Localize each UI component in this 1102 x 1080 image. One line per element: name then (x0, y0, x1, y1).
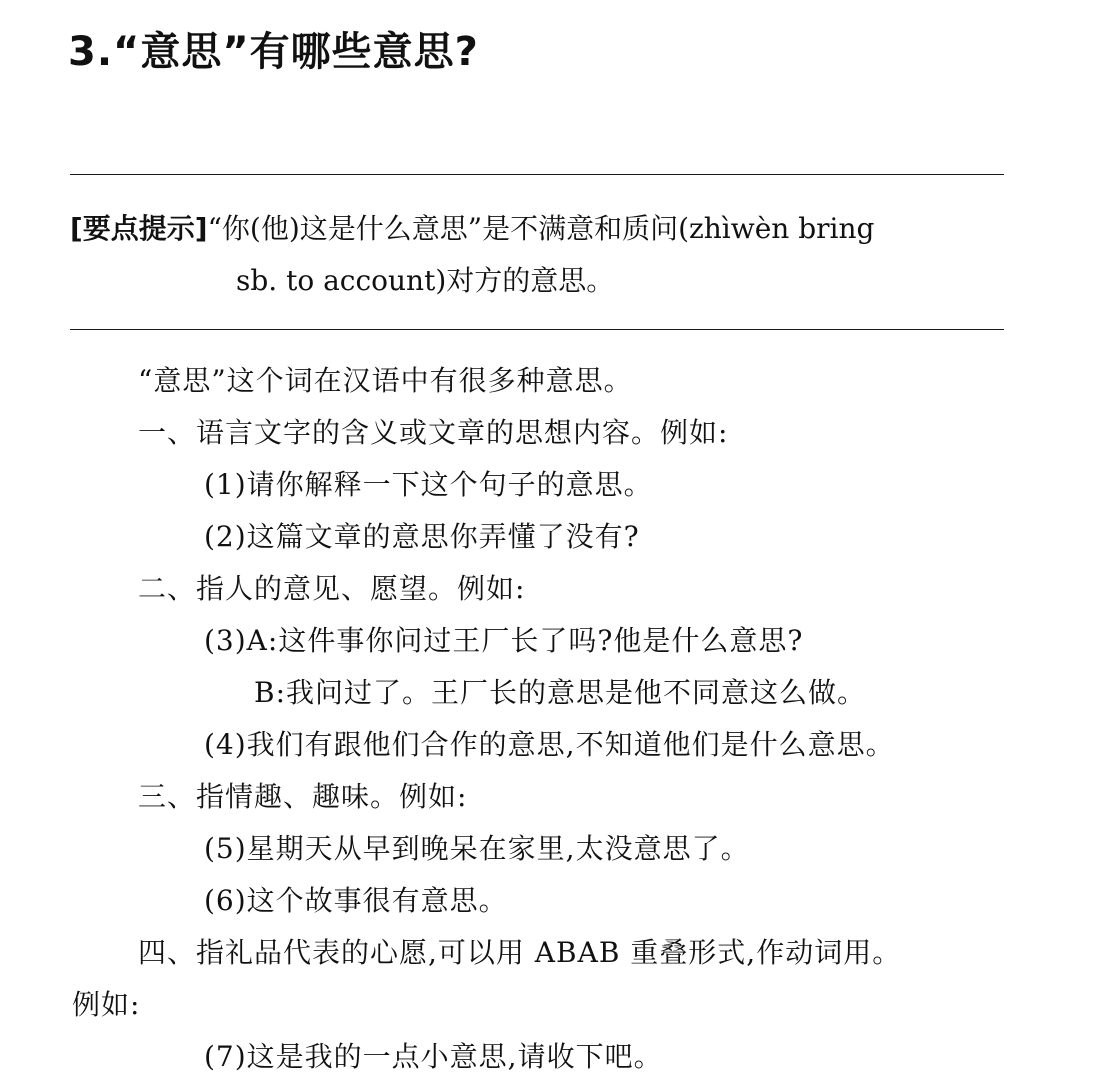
example-2: (2)这篇文章的意思你弄懂了没有? (204, 520, 640, 553)
example-1: (1)请你解释一下这个句子的意思。 (204, 468, 653, 501)
example-3b: B:我问过了。王厂长的意思是他不同意这么做。 (254, 676, 867, 709)
divider-top (70, 174, 1004, 175)
hint-text-line2: sb. to account)对方的意思。 (236, 264, 615, 297)
section-heading-1: 一、语言文字的含义或文章的思想内容。例如: (138, 416, 729, 449)
divider-bottom (70, 329, 1004, 330)
example-5: (5)星期天从早到晚呆在家里,太没意思了。 (204, 832, 750, 865)
page-title: 3.“意思”有哪些意思? (68, 29, 479, 75)
example-3a: (3)A:这件事你问过王厂长了吗?他是什么意思? (204, 624, 804, 657)
example-6: (6)这个故事很有意思。 (204, 884, 508, 917)
example-7: (7)这是我的一点小意思,请收下吧。 (204, 1040, 663, 1073)
hint-text-line1: “你(他)这是什么意思”是不满意和质问(zhìwèn bring (207, 212, 875, 245)
section-heading-4-cont: 例如: (72, 988, 141, 1021)
section-heading-3: 三、指情趣、趣味。例如: (138, 780, 468, 813)
section-heading-2: 二、指人的意见、愿望。例如: (138, 572, 526, 605)
section-heading-4: 四、指礼品代表的心愿,可以用 ABAB 重叠形式,作动词用。 (138, 936, 902, 969)
example-4: (4)我们有跟他们合作的意思,不知道他们是什么意思。 (204, 728, 895, 761)
intro-paragraph: “意思”这个词在汉语中有很多种意思。 (138, 364, 633, 397)
key-point-hint (70, 206, 1010, 252)
hint-label: [要点提示] (70, 212, 208, 245)
